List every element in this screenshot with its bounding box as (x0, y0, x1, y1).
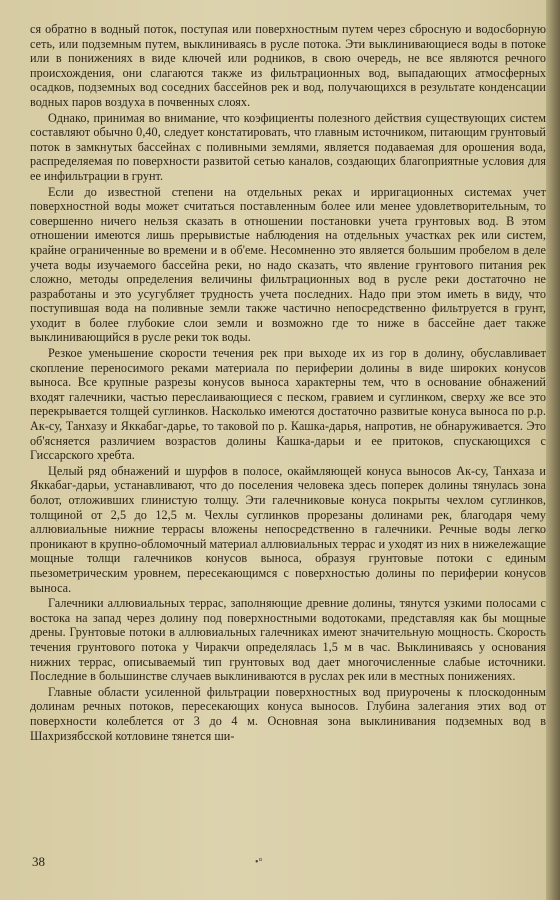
page-edge-shadow (546, 0, 560, 900)
paragraph-6: Галечники аллювиальных террас, заполняющие древние долины, тянутся узкими полосами с востока на запад через долину под поверхностными водотоками, представляя как бы мощные дрены. Грунтовые потоки в аллювиальных галечниках имеют значительную мощность. Скорость течения грунтового потока у Чиракчи определялась 1,5 м в час. Выклиниваясь у основания нижних террас, описываемый тип грунтовых вод дает многочисленные слабые источники. Последние в большинстве случаев выклиниваются в руслах рек или в местных понижениях. (30, 596, 546, 684)
paragraph-4: Резкое уменьшение скорости течения рек при выходе их из гор в долину, обуславливает скопление переносимого реками материала по периферии долины в виде широких конусов выноса. Все крупные разрезы конусов выноса характерны тем, что в основание обнажений входят галечники, частью переслаивающиеся с песком, гравием и суглинком, сверху же все это перекрывается толщей суглинков. Насколько имеются достаточно развитые конуса выноса по р.р. Ак-су, Танхазу и Яккабаг-дарье, то таковой по р. Кашка-дарья, напротив, не обнаруживается. Это об'ясняется различием возрастов долины Кашка-дарьи и ее притоков, спускающихся с Гиссарского хребта. (30, 346, 546, 463)
page-number: 38 (32, 854, 45, 869)
paragraph-7: Главные области усиленной фильтрации поверхностных вод приурочены к плоскодонным долинам речных потоков, пересекающих конуса выносов. Глубина залегания этих вод от поверхности колеблется от 3 до 4 м. Основная зона выклинивания подземных вод в Шахризябсской котловине тянется ши- (30, 684, 546, 743)
paragraph-1: ся обратно в водный поток, поступая или поверхностным путем через сбросную и водосборную сеть, или подземным путем, выклиниваясь в русле потока. Эти выклинивающиеся воды в потоке или в понижениях в виде ключей или родников, в свою очередь, не все являются речного происхождения, они слагаются также из фильтрационных вод, выпадающих атмосферных осадков, подземных вод соседних бассейнов рек и вод, получающихся в результате конденсации водных паров воздуха в почвенных слоях. (30, 22, 546, 109)
paragraph-3: Если до известной степени на отдельных реках и ирригационных системах учет поверхностной воды может считаться поставленным более или менее удовлетворительным, то совершенно ничего нельзя сказать в отношении постановки учета грунтовых вод. В этом отношении имеются лишь прерывистые наблюдения на отдельных участках рек или систем, крайне ограниченные во времени и в об'еме. Несомненно это является большим пробелом в деле учета воды изучаемого бассейна реки, но надо сказать, что явление грунтового питания рек сложно, методы определения величины фильтрационных вод в русле реки достаточно не разработаны и это усугубляет трудность учета последних. Надо при этом иметь в виду, что поступившая вода на поливные земли также частично непосредственно фильтруется в грунт, уходит в более глубокие слои земли и возможно где то ниже в бассейне дает также выклинивающийся в русле реки ток воды. (30, 184, 546, 345)
paragraph-2: Однако, принимая во внимание, что коэфициенты полезного действия существующих систем составляют обычно 0,40, следует констатировать, что главным источником, питающим грунтовый поток в замкнутых бассейнах с поливными землями, является подаваемая для орошения вода, распределяемая по поверхности развитой сетью каналов, создающих благоприятные условия для ее инфильтрации в грунт. (30, 110, 546, 183)
body-text (30, 22, 546, 744)
printer-ornament: •° (255, 857, 263, 868)
paragraph-5: Целый ряд обнажений и шурфов в полосе, окаймляющей конуса выносов Ак-су, Танхаза и Яккабаг-дарьи, устанавливают, что до поселения человека здесь поперек долины тянулась зона болот, отложивших глинистую толщу. Эти галечниковые конуса покрыты чехлом суглинков, толщиной от 2,5 до 12,5 м. Чехлы суглинков прорезаны долинами рек, благодаря чему аллювиальные нижние террасы вложены непосредственно в галечники. Речные воды легко проникают в крупно-обломочный материал аллювиальных террас и уходят из них в нижележащие мощные толщи галечников конусов выноса, образуя грунтовые потоки с единым пьезометрическим уровнем, пересекающимся с поверхностью долины по периферии конусов выноса. (30, 463, 546, 595)
